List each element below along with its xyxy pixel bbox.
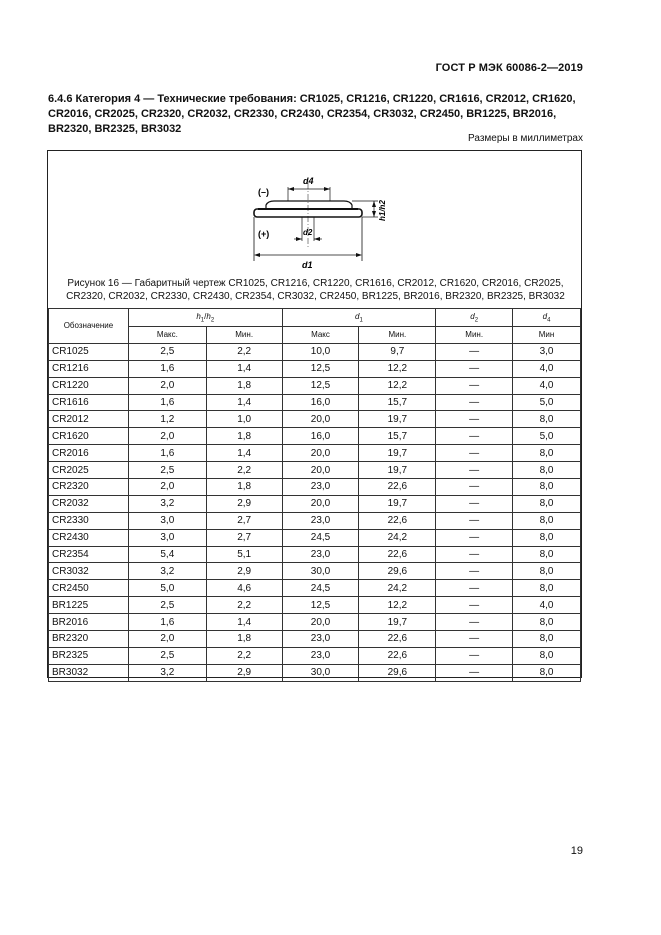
table-cell: 23,0 xyxy=(282,647,359,664)
table-row xyxy=(49,428,581,445)
d4-label: d4 xyxy=(303,176,314,186)
table-cell: — xyxy=(436,563,513,580)
table-cell: 2,9 xyxy=(206,664,282,681)
table-cell: 24,2 xyxy=(359,529,436,546)
table-cell: 5,1 xyxy=(206,546,282,563)
table-cell: 19,7 xyxy=(359,462,436,479)
table-row xyxy=(49,546,581,563)
table-cell: 12,5 xyxy=(282,377,359,394)
table-cell: 8,0 xyxy=(513,445,581,462)
table-cell: 8,0 xyxy=(513,529,581,546)
table-cell: 5,4 xyxy=(128,546,206,563)
table-cell: 19,7 xyxy=(359,495,436,512)
table-cell: 24,5 xyxy=(282,529,359,546)
table-row xyxy=(49,631,581,648)
table-cell: 23,0 xyxy=(282,479,359,496)
table-cell: — xyxy=(436,479,513,496)
table-cell: 22,6 xyxy=(359,479,436,496)
row-designation: BR2320 xyxy=(49,631,129,648)
d2-label: d2 xyxy=(303,228,313,237)
table-row xyxy=(49,479,581,496)
table-cell: 1,4 xyxy=(206,445,282,462)
table-cell: — xyxy=(436,664,513,681)
table-row xyxy=(49,360,581,377)
col-d4: $d_4$ xyxy=(513,309,581,327)
table-cell: — xyxy=(436,377,513,394)
row-designation: CR2430 xyxy=(49,529,129,546)
table-cell: 2,0 xyxy=(128,479,206,496)
table-cell: 2,5 xyxy=(128,597,206,614)
table-cell: 12,2 xyxy=(359,377,436,394)
neg-terminal-label: (–) xyxy=(258,187,269,197)
table-cell: 2,0 xyxy=(128,428,206,445)
table-cell: 1,0 xyxy=(206,411,282,428)
table-cell: 2,0 xyxy=(128,377,206,394)
table-cell: 4,0 xyxy=(513,377,581,394)
table-cell: 23,0 xyxy=(282,546,359,563)
table-cell: 5,0 xyxy=(128,580,206,597)
table-cell: — xyxy=(436,394,513,411)
table-cell: — xyxy=(436,495,513,512)
table-cell: — xyxy=(436,647,513,664)
table-cell: 2,7 xyxy=(206,529,282,546)
table-cell: 5,0 xyxy=(513,394,581,411)
table-cell: 1,6 xyxy=(128,614,206,631)
col-designation: Обозначение xyxy=(49,309,129,344)
table-cell: 8,0 xyxy=(513,664,581,681)
table-cell: — xyxy=(436,445,513,462)
table-cell: 1,6 xyxy=(128,360,206,377)
table-cell: 1,6 xyxy=(128,445,206,462)
row-designation: CR2450 xyxy=(49,580,129,597)
table-cell: — xyxy=(436,631,513,648)
height-label: h1/h2 xyxy=(378,200,387,221)
table-row xyxy=(49,563,581,580)
table-cell: 20,0 xyxy=(282,614,359,631)
table-cell: 2,7 xyxy=(206,512,282,529)
table-cell: — xyxy=(436,360,513,377)
row-designation: CR2016 xyxy=(49,445,129,462)
table-row xyxy=(49,647,581,664)
table-cell: 8,0 xyxy=(513,495,581,512)
table-cell: 3,0 xyxy=(513,343,581,360)
table-cell: 12,2 xyxy=(359,597,436,614)
table-cell: 8,0 xyxy=(513,411,581,428)
table-cell: 29,6 xyxy=(359,563,436,580)
table-cell: 2,5 xyxy=(128,647,206,664)
table-cell: — xyxy=(436,343,513,360)
row-designation: CR1616 xyxy=(49,394,129,411)
row-designation: BR3032 xyxy=(49,664,129,681)
table-cell: 3,2 xyxy=(128,664,206,681)
table-cell: 4,0 xyxy=(513,597,581,614)
table-cell: 15,7 xyxy=(359,394,436,411)
table-row xyxy=(49,377,581,394)
table-cell: 8,0 xyxy=(513,512,581,529)
table-cell: — xyxy=(436,546,513,563)
row-designation: BR2325 xyxy=(49,647,129,664)
table-row xyxy=(49,580,581,597)
table-cell: 8,0 xyxy=(513,462,581,479)
table-cell: 1,4 xyxy=(206,614,282,631)
table-cell: 22,6 xyxy=(359,512,436,529)
section-title: 6.4.6 Категория 4 — Технические требования: CR1025, CR1216, CR1220, CR1616, CR2012, CR1620, CR2016, CR2025, CR2320, CR2032, CR2330, CR2430, CR2354, CR3032, CR2450, BR1225, BR2016, BR2320, BR2325, BR3032 xyxy=(48,93,576,135)
table-cell: 2,2 xyxy=(206,462,282,479)
sub-d1-min: Мин. xyxy=(359,327,436,344)
table-cell: 2,2 xyxy=(206,597,282,614)
sub-d1-max: Макс xyxy=(282,327,359,344)
table-cell: 19,7 xyxy=(359,445,436,462)
col-d1: $d_1$ xyxy=(282,309,436,327)
table-cell: 8,0 xyxy=(513,546,581,563)
table-cell: 10,0 xyxy=(282,343,359,360)
table-row xyxy=(49,664,581,681)
table-cell: 19,7 xyxy=(359,614,436,631)
table-cell: 15,7 xyxy=(359,428,436,445)
table-row xyxy=(49,394,581,411)
sub-d2-min: Мин. xyxy=(436,327,513,344)
row-designation: CR3032 xyxy=(49,563,129,580)
table-cell: 30,0 xyxy=(282,563,359,580)
table-row xyxy=(49,529,581,546)
table-cell: 24,2 xyxy=(359,580,436,597)
table-cell: — xyxy=(436,529,513,546)
row-designation: BR1225 xyxy=(49,597,129,614)
table-cell: 2,9 xyxy=(206,563,282,580)
table-cell: 1,8 xyxy=(206,428,282,445)
sub-d4-min: Мин xyxy=(513,327,581,344)
page-number: 19 xyxy=(570,845,583,857)
dimensions-table xyxy=(48,308,581,682)
row-designation: CR1620 xyxy=(49,428,129,445)
row-designation: CR1220 xyxy=(49,377,129,394)
sub-h-min: Мин. xyxy=(206,327,282,344)
table-cell: 9,7 xyxy=(359,343,436,360)
table-cell: 19,7 xyxy=(359,411,436,428)
table-cell: 20,0 xyxy=(282,411,359,428)
table-cell: 8,0 xyxy=(513,580,581,597)
table-cell: 12,5 xyxy=(282,597,359,614)
table-cell: 1,6 xyxy=(128,394,206,411)
table-cell: 8,0 xyxy=(513,479,581,496)
battery-drawing xyxy=(248,165,388,275)
table-cell: 24,5 xyxy=(282,580,359,597)
row-designation: CR2032 xyxy=(49,495,129,512)
table-cell: 12,5 xyxy=(282,360,359,377)
sub-h-max: Макс. xyxy=(128,327,206,344)
table-cell: 29,6 xyxy=(359,664,436,681)
table-body xyxy=(49,343,581,681)
table-cell: 23,0 xyxy=(282,512,359,529)
table-cell: 3,0 xyxy=(128,529,206,546)
table-cell: 1,8 xyxy=(206,479,282,496)
col-h: $h_1/h_2$ xyxy=(128,309,282,327)
table-row xyxy=(49,512,581,529)
table-cell: 22,6 xyxy=(359,647,436,664)
table-cell: 1,4 xyxy=(206,360,282,377)
table-cell: — xyxy=(436,580,513,597)
table-cell: 23,0 xyxy=(282,631,359,648)
table-cell: 20,0 xyxy=(282,462,359,479)
d1-label: d1 xyxy=(302,260,313,270)
table-cell: 16,0 xyxy=(282,428,359,445)
pos-terminal-label: (+) xyxy=(258,229,270,239)
table-cell: 1,4 xyxy=(206,394,282,411)
table-cell: 22,6 xyxy=(359,546,436,563)
table-cell: 2,9 xyxy=(206,495,282,512)
row-designation: BR2016 xyxy=(49,614,129,631)
table-cell: 2,2 xyxy=(206,343,282,360)
table-cell: — xyxy=(436,411,513,428)
table-cell: 1,8 xyxy=(206,377,282,394)
row-designation: CR2025 xyxy=(49,462,129,479)
table-cell: 3,2 xyxy=(128,495,206,512)
table-cell: 22,6 xyxy=(359,631,436,648)
table-cell: 4,0 xyxy=(513,360,581,377)
standard-header: ГОСТ Р МЭК 60086-2—2019 xyxy=(435,62,583,74)
table-cell: — xyxy=(436,462,513,479)
table-cell: 1,8 xyxy=(206,631,282,648)
table-cell: 3,0 xyxy=(128,512,206,529)
table-cell: 1,2 xyxy=(128,411,206,428)
table-cell: 8,0 xyxy=(513,614,581,631)
table-cell: 8,0 xyxy=(513,563,581,580)
table-row xyxy=(49,411,581,428)
table-cell: 12,2 xyxy=(359,360,436,377)
units-note: Размеры в миллиметрах xyxy=(468,133,583,144)
table-cell: 2,5 xyxy=(128,462,206,479)
table-cell: — xyxy=(436,428,513,445)
figure-table-frame xyxy=(47,150,582,678)
table-cell: 4,6 xyxy=(206,580,282,597)
table-cell: 5,0 xyxy=(513,428,581,445)
table-row xyxy=(49,343,581,360)
table-cell: — xyxy=(436,614,513,631)
table-cell: 16,0 xyxy=(282,394,359,411)
row-designation: CR1216 xyxy=(49,360,129,377)
col-d2: $d_2$ xyxy=(436,309,513,327)
row-designation: CR2320 xyxy=(49,479,129,496)
table-cell: 20,0 xyxy=(282,495,359,512)
table-row xyxy=(49,495,581,512)
table-cell: 2,0 xyxy=(128,631,206,648)
table-cell: — xyxy=(436,512,513,529)
table-row xyxy=(49,462,581,479)
table-row xyxy=(49,445,581,462)
row-designation: CR1025 xyxy=(49,343,129,360)
table-row xyxy=(49,597,581,614)
table-cell: 30,0 xyxy=(282,664,359,681)
table-row xyxy=(49,614,581,631)
table-cell: 8,0 xyxy=(513,631,581,648)
table-cell: 8,0 xyxy=(513,647,581,664)
figure-caption: Рисунок 16 — Габаритный чертеж CR1025, CR1216, CR1220, CR1616, CR2012, CR1620, CR2016, CR2025, CR2320, CR2032, CR2330, CR2430, CR2354, CR3032, CR2450, BR1225, BR2016, BR2320, BR2325, BR3032 xyxy=(66,278,565,302)
table-cell: 20,0 xyxy=(282,445,359,462)
row-designation: CR2330 xyxy=(49,512,129,529)
table-cell: 3,2 xyxy=(128,563,206,580)
row-designation: CR2012 xyxy=(49,411,129,428)
table-cell: 2,5 xyxy=(128,343,206,360)
battery-top-cap xyxy=(266,201,352,209)
row-designation: CR2354 xyxy=(49,546,129,563)
table-cell: — xyxy=(436,597,513,614)
table-cell: 2,2 xyxy=(206,647,282,664)
